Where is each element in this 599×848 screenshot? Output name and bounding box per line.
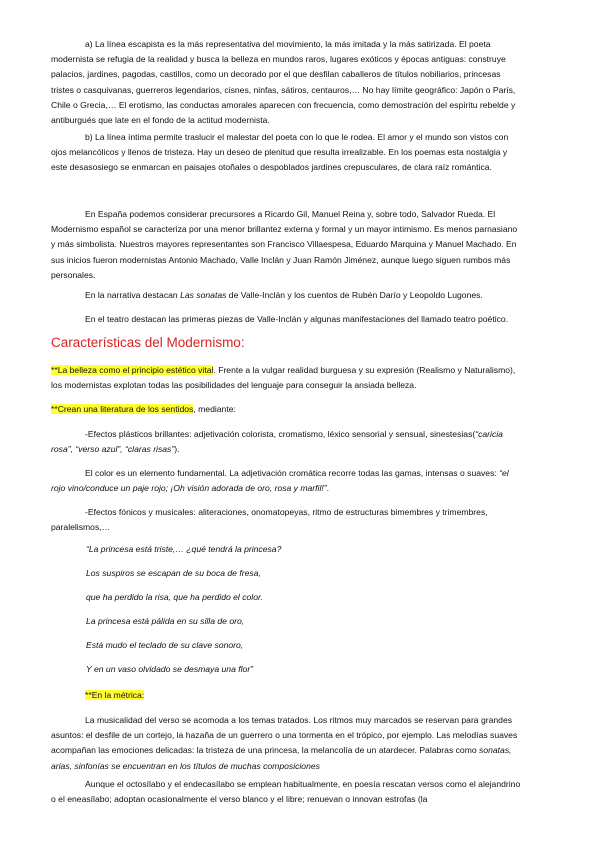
paragraph-narrativa: En la narrativa destacan Las sonatas de Valle-Inclán y los cuentos de Rubén Darío y Leopoldo Lugones. (85, 290, 483, 300)
paragraph-teatro: En el teatro destacan las primeras piezas de Valle-Inclán y algunas manifestaciones del llamado teatro poético. (85, 314, 509, 324)
verse-line: Está mudo el teclado de su clave sonoro, (86, 640, 244, 650)
paragraph-linea-escapista: a) La línea escapista es la más representativa del movimiento, la más imitada y la más satirizada. El poeta modernista se refugia de la realidad y busca la belleza en mundos raros, lugares exóticos y épocas antiguas: construye palacios, jardines, pagodas, castillos, como un decorado por el que desfilan caballeros de títulos nobiliarios, princesas tristes o casquivanas, guerreros legendarios, cisnes, ninfas, sátiros, centauros,… No hay límite geográfico: Japón o París, Chile o Grecia,… El erotismo, las conductas amorales aparecen con frecuencia, como demostración del espíritu rebelde y antiburgués que late en el fondo de la actitud modernista. (51, 39, 516, 126)
highlight-belleza: **La belleza como el principio estético vital (51, 365, 214, 375)
paragraph-efectos-plasticos: -Efectos plásticos brillantes: adjetivación colorista, cromatismo, léxico sensorial y sensual, sinestesias(“caricia rosa”, “verso azul”, “claras risas”). (51, 429, 503, 455)
section-title: Características del Modernismo: (51, 335, 245, 350)
paragraph-octosilabo: Aunque el octosílabo y el endecasílabo se emplean habitualmente, en poesía rescatan versos como el alejandrino o el eneasílabo; adoptan ocasionalmente el verso blanco y el libre; renuevan o innovan estrofas (la (51, 779, 521, 805)
paragraph-color: El color es un elemento fundamental. La adjetivación cromática recorre todas las gamas, intensas o suaves: “el rojo vino/conduce un paje rojo; ¡Oh visión adorada de oro, rosa y marfil!”. (51, 468, 509, 494)
paragraph-linea-intima: b) La línea íntima permite traslucir el malestar del poeta con lo que le rodea. El amor y el mundo son vistos con ojos melancólicos y llenos de tristeza. Hay un deseo de plenitud que resulta irrealizable. En los poemas esta nostalgia y este desasosiego se enmarcan en paisajes otoñales o despoblados jardines crepusculares, de clara raíz romántica. (51, 132, 509, 173)
highlight-metrica: **En la métrica: (85, 690, 145, 700)
verse-line: Y en un vaso olvidado se desmaya una flor” (86, 664, 254, 674)
verse-line: “La princesa está triste,… ¿qué tendrá la princesa? (86, 544, 282, 554)
highlight-sentidos: **Crean una literatura de los sentidos (51, 404, 194, 414)
paragraph-belleza: **La belleza como el principio estético vital. Frente a la vulgar realidad burguesa y su expresión (Realismo y Naturalismo), los modernistas explotan todas las posibilidades del lenguaje para conseguir la ansiada belleza. (51, 365, 516, 391)
verse-line: La princesa está pálida en su silla de oro, (86, 616, 245, 626)
paragraph-efectos-fonicos: -Efectos fónicos y musicales: aliteraciones, onomatopeyas, ritmo de estructuras bimembres y trimembres, paralelismos,… (51, 507, 488, 533)
verse-line: que ha perdido la risa, que ha perdido el color. (86, 592, 263, 602)
paragraph-musicalidad: La musicalidad del verso se acomoda a los temas tratados. Los ritmos muy marcados se reservan para grandes asuntos: el desfile de un cortejo, la hazaña de un guerrero o una tormenta en el trópico, por ejemplo. Las melodías suaves acompañan las emociones delicadas: la tristeza de una princesa, la melancolía de un atardecer. Palabras como sonatas, arias, sinfonías se encuentran en los títulos de muchas composiciones (51, 715, 518, 771)
paragraph-metrica (51, 688, 521, 703)
paragraph-sentidos: **Crean una literatura de los sentidos, mediante: (51, 404, 236, 414)
paragraph-modernismo-espana: En España podemos considerar precursores a Ricardo Gil, Manuel Reina y, sobre todo, Salvador Rueda. El Modernismo español se caracteriza por una menor brillantez externa y formal y un mayor intimismo. Es menos parnasiano y más simbolista. Nuestros mayores representantes son Francisco Villaespesa, Eduardo Marquina y Manuel Machado. En sus inicios fueron modernistas Antonio Machado, Valle Inclán y Juan Ramón Jiménez, aunque luego siguen rumbos más personales. (51, 209, 518, 280)
verse-line: Los suspiros se escapan de su boca de fresa, (86, 568, 261, 578)
